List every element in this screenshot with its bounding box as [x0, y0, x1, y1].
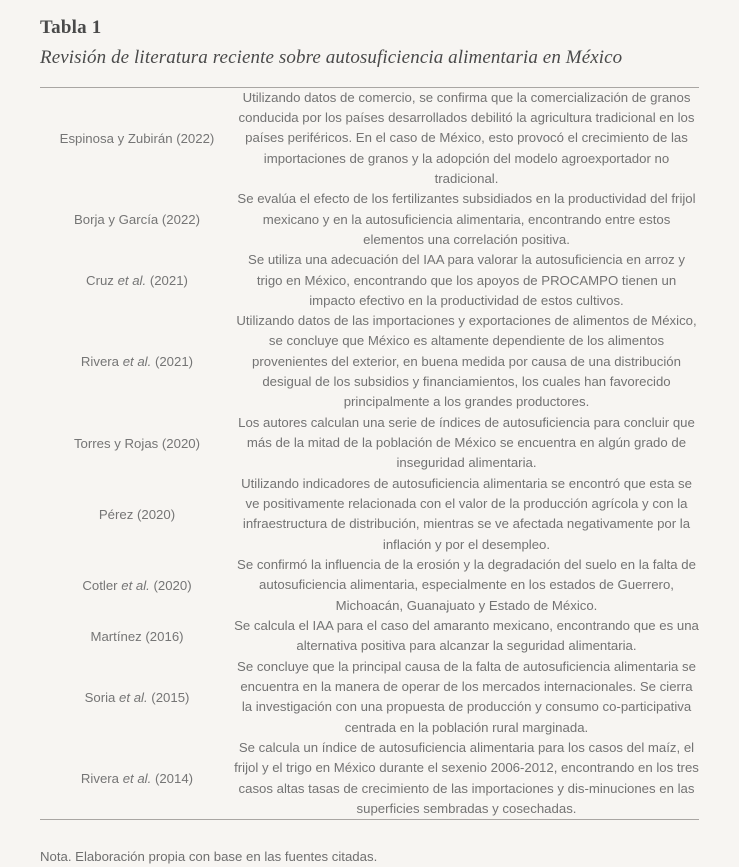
- table-cell-author: [40, 555, 234, 616]
- table-cell-author: [40, 616, 234, 657]
- table-label: Tabla 1: [40, 17, 102, 38]
- table-cell-author: [40, 88, 234, 190]
- table-cell-author: [40, 413, 234, 474]
- table-cell-description: Se confirmó la influencia de la erosión y la degradación del suelo en la falta de autosuficiencia alimentaria, especialmente en los estados de Guerrero, Michoacán, Guanajuato y Estado de México.: [237, 557, 696, 613]
- author-etal: et al.: [122, 354, 152, 370]
- table-cell-description: Utilizando datos de las importaciones y exportaciones de alimentos de México, se concluye que México es altamente dependiente de los alimentos provenientes del exterior, en buena medida por causa de una distribución desigual de los subsidios y financiamientos, los cuales han favorecido principalmente a los grandes productores.: [236, 313, 697, 410]
- author-name-full: Borja y García (2022): [73, 212, 201, 228]
- author-name: Rivera: [80, 354, 120, 370]
- table-cell-author: [40, 250, 234, 311]
- table-row: [40, 88, 699, 190]
- table-cell-description: Utilizando datos de comercio, se confirma que la comercialización de granos conducida por los países desarrollados debilitó la agricultura tradicional en los países periféricos. En el caso de México, esto provocó el crecimiento de las importaciones de granos y la adopción del modelo agroexportador no tradicional.: [238, 89, 695, 186]
- author-etal: et al.: [119, 689, 148, 705]
- table-row: [40, 616, 699, 657]
- table-cell-author: [40, 474, 234, 555]
- table-note: Nota. Elaboración propia con base en las fuentes citadas.: [40, 849, 378, 865]
- table-row: [40, 250, 699, 311]
- table-cell-author: [40, 311, 234, 413]
- table-cell-description: Utilizando indicadores de autosuficiencia alimentaria se encontró que esta se ve positivamente relacionada con el valor de la producción agrícola y con la infraestructura de distribución, mientras se ve afectada negativamente por la inflación y por el desempleo.: [241, 475, 692, 552]
- table-cell-description: Se utiliza una adecuación del IAA para valorar la autosuficiencia en arroz y trigo en México, encontrando que los apoyos de PROCAMPO tienen un impacto efectivo en la productividad de estos cultivos.: [248, 252, 685, 308]
- table-cell-author: [40, 189, 234, 250]
- table-row: [40, 738, 699, 819]
- table-cell-author: [40, 738, 234, 819]
- table-row: [40, 311, 699, 413]
- table-cell-description: Se concluye que la principal causa de la falta de autosuficiencia alimentaria se encuentra en la manera de operar de los mercados internacionales. Se cierra la investigación con una propuesta de producción y consumo co-participativa centrada en la población rural marginada.: [237, 658, 696, 735]
- table-row: [40, 474, 699, 555]
- table-cell-description: Se calcula el IAA para el caso del amaranto mexicano, encontrando que es una alternativa positiva para alcanzar la seguridad alimentaria.: [234, 618, 699, 654]
- author-year: (2021): [154, 354, 194, 370]
- table-cell-author: [40, 657, 234, 738]
- table-cell-description: Se calcula un índice de autosuficiencia alimentaria para los casos del maíz, el frijol y el trigo en México durante el sexenio 2006-2012, encontrando en los tres casos altas tasas de crecimiento de las importaciones y dis-minuciones en las superficies sembradas y cosechadas.: [234, 740, 699, 817]
- table-row: [40, 657, 699, 738]
- table-body: [40, 88, 699, 820]
- author-name: Cruz: [86, 273, 114, 289]
- author-year: (2021): [149, 273, 188, 289]
- author-name-full: Espinosa y Zubirán (2022): [59, 130, 215, 146]
- table-cell-description: Se evalúa el efecto de los fertilizantes subsidiados en la productividad del frijol mexicano y en la autosuficiencia alimentaria, encontrando entre estos elementos una correlación positiva.: [237, 191, 696, 247]
- author-year: (2015): [151, 689, 190, 705]
- author-year: (2014): [154, 771, 194, 787]
- author-etal: et al.: [117, 273, 147, 289]
- author-year: (2020): [153, 578, 192, 594]
- table-row: [40, 189, 699, 250]
- author-name: Rivera: [80, 771, 120, 787]
- table-row: [40, 413, 699, 474]
- author-name-full: Martínez (2016): [90, 628, 184, 644]
- author-name: Soria: [84, 689, 116, 705]
- author-name-full: Torres y Rojas (2020): [73, 435, 201, 451]
- literature-review-table: [40, 88, 699, 820]
- author-etal: et al.: [121, 578, 150, 594]
- author-name: Cotler: [82, 578, 118, 594]
- author-etal: et al.: [122, 771, 152, 787]
- author-name-full: Pérez (2020): [98, 506, 176, 522]
- table-cell-description: Los autores calculan una serie de índices de autosuficiencia para concluir que más de la mitad de la población de México se encuentra en algún grado de inseguridad alimentaria.: [238, 414, 695, 471]
- table-title: Revisión de literatura reciente sobre autosuficiencia alimentaria en México: [40, 46, 623, 68]
- table-row: [40, 555, 699, 616]
